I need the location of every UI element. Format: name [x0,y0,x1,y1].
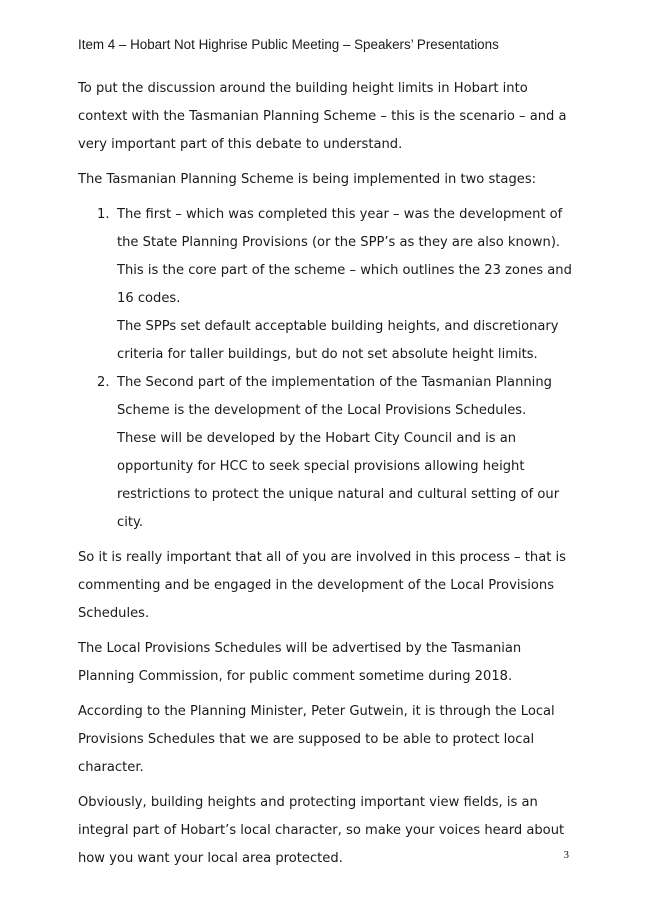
list-item-text: This is the core part of the scheme – which outlines the 23 zones and 16 codes. [117,263,572,306]
list-item-number: 2. [97,375,110,390]
list-item-text: The first – which was completed this year – was the development of the State Planning Provisions (or the SPP’s as they are also known). [117,207,563,250]
list-item-text: The Second part of the implementation of the Tasmanian Planning Scheme is the development of the Local Provisions Schedules. [117,375,552,418]
paragraph-involvement: So it is really important that all of you are involved in this process – that is commenting and be engaged in the development of the Local Provisions Schedules. [78,550,566,621]
paragraph-stages-intro: The Tasmanian Planning Scheme is being implemented in two stages: [78,172,537,187]
page-header: Item 4 – Hobart Not Highrise Public Meeting – Speakers’ Presentations [78,37,499,52]
paragraph-local-character: Obviously, building heights and protecting important view fields, is an integral part of Hobart’s local character, so make your voices heard about how you want your local area protected. [78,795,565,866]
paragraph-minister: According to the Planning Minister, Peter Gutwein, it is through the Local Provisions Schedules that we are supposed to be able to protect local character. [78,704,555,775]
list-item [78,201,578,369]
list-item-text: These will be developed by the Hobart City Council and is an opportunity for HCC to seek special provisions allowing height restrictions to protect the unique natural and cultural setting of our city. [117,431,560,530]
stages-list [78,201,578,537]
list-item-text: The SPPs set default acceptable building heights, and discretionary criteria for taller buildings, but do not set absolute height limits. [117,319,559,362]
paragraph-advertised: The Local Provisions Schedules will be advertised by the Tasmanian Planning Commission, for public comment sometime during 2018. [78,641,522,684]
paragraph-context: To put the discussion around the building height limits in Hobart into context with the Tasmanian Planning Scheme – this is the scenario – and a very important part of this debate to understand. [78,81,567,152]
document-body [78,75,578,880]
page-number: 3 [563,849,569,861]
list-item [78,369,578,537]
list-item-number: 1. [97,207,110,222]
